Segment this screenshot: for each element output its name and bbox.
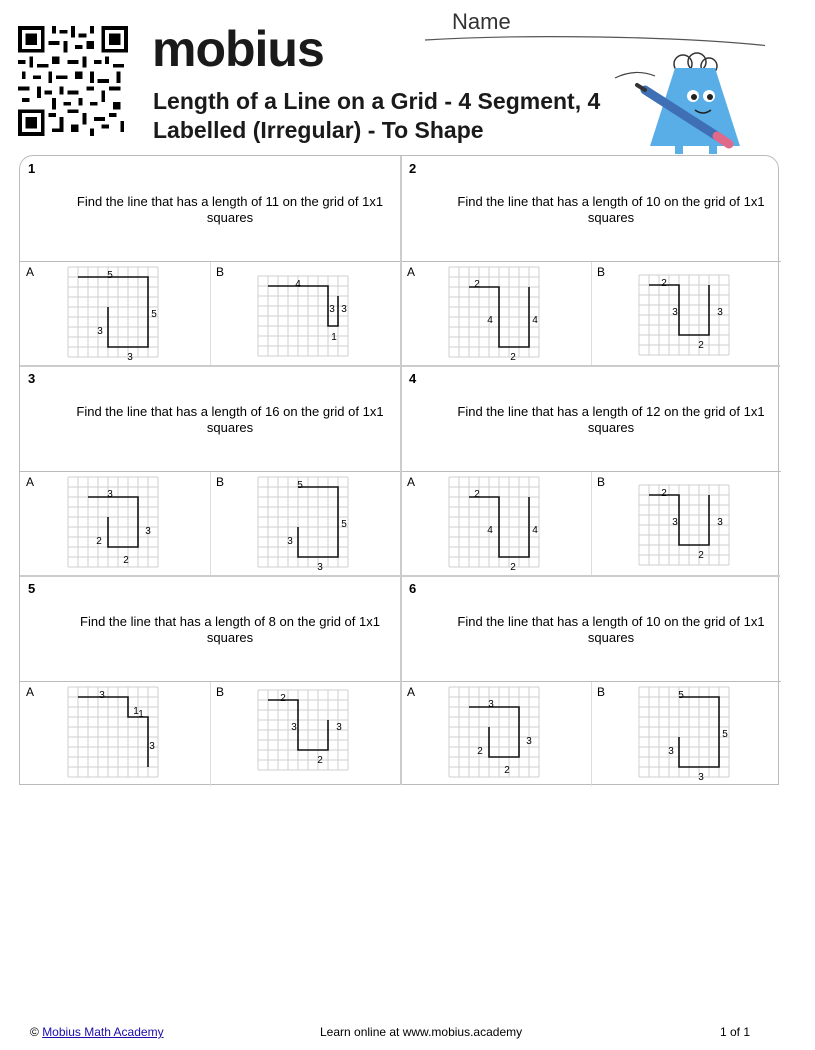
grid-figure (591, 262, 781, 366)
segment-label: 4 (295, 279, 301, 290)
option-divider (591, 262, 592, 366)
footer-learn-online: Learn online at www.mobius.academy (320, 1025, 523, 1039)
question-number: 4 (409, 371, 417, 386)
option-a[interactable] (20, 262, 210, 366)
segment-label: 3 (149, 741, 155, 752)
option-b[interactable] (210, 682, 400, 786)
segment-label: 2 (317, 755, 323, 766)
grid-lines (639, 485, 729, 565)
question-text: Find the line that has a length of 10 on the grid of 1x1 squares (457, 194, 765, 225)
question-1 (20, 156, 400, 366)
question-header (401, 366, 781, 472)
segment-label: 3 (329, 304, 335, 315)
question-number: 6 (409, 581, 417, 596)
grid-lines (68, 267, 158, 357)
segment-label: 2 (504, 765, 510, 776)
segment-label: 3 (717, 307, 723, 318)
mobius-logo (152, 21, 324, 77)
option-letter: A (26, 475, 35, 489)
question-number: 1 (28, 161, 36, 176)
question-6 (401, 576, 781, 786)
option-letter: B (216, 685, 225, 699)
segment-label: 1 (331, 332, 337, 343)
option-a[interactable] (401, 682, 591, 786)
question-header (401, 156, 781, 262)
segment-label: 2 (280, 693, 286, 704)
segment-label: 5 (341, 519, 347, 530)
line-path (649, 285, 709, 335)
mobius-academy-link[interactable]: Mobius Math Academy (42, 1025, 164, 1039)
option-letter: A (26, 265, 35, 279)
option-letter: B (597, 685, 606, 699)
option-letter: A (26, 685, 35, 699)
option-divider (210, 262, 211, 366)
segment-label: 2 (510, 562, 516, 573)
grid-figure (20, 472, 210, 576)
grid-figure (591, 682, 781, 786)
question-number: 5 (28, 581, 36, 596)
grid-figure (20, 262, 210, 366)
question-2 (401, 156, 781, 366)
segment-label: 5 (107, 270, 113, 281)
option-b[interactable] (591, 262, 781, 366)
segment-label: 3 (97, 326, 103, 337)
question-text: Find the line that has a length of 16 on the grid of 1x1 squares (76, 404, 384, 435)
question-header (20, 576, 400, 682)
segment-label: 4 (487, 525, 493, 536)
option-letter: B (597, 475, 606, 489)
segment-label: 3 (336, 722, 342, 733)
segment-label: 5 (678, 690, 684, 701)
segment-label: 5 (151, 309, 157, 320)
segment-label: 3 (698, 772, 704, 783)
row-divider (20, 575, 780, 577)
segment-label: 3 (526, 736, 532, 747)
mascot-illustration (605, 48, 745, 156)
segment-label: 3 (668, 746, 674, 757)
option-letter: A (407, 475, 416, 489)
grid-lines (449, 687, 539, 777)
segment-label: 3 (145, 526, 151, 537)
segment-label: 3 (107, 489, 113, 500)
segment-label: 2 (96, 536, 102, 547)
option-divider (210, 472, 211, 576)
line-path (268, 700, 328, 750)
segment-label: 3 (291, 722, 297, 733)
question-text: Find the line that has a length of 10 on the grid of 1x1 squares (457, 614, 765, 645)
option-divider (210, 682, 211, 786)
qr-code (16, 26, 130, 136)
grid-figure (401, 262, 591, 366)
grid-lines (639, 687, 729, 777)
grid-lines (449, 267, 539, 357)
question-header (20, 156, 400, 262)
grid-lines (258, 477, 348, 567)
line-path (649, 495, 709, 545)
question-text: Find the line that has a length of 8 on the grid of 1x1 squares (80, 614, 380, 645)
option-b[interactable] (591, 472, 781, 576)
option-letter: A (407, 265, 416, 279)
option-a[interactable] (20, 472, 210, 576)
option-letter: B (216, 475, 225, 489)
segment-label: 1 (138, 709, 144, 720)
segment-label: 2 (661, 488, 667, 499)
segment-label: 2 (661, 278, 667, 289)
question-text: Find the line that has a length of 11 on the grid of 1x1 squares (76, 194, 384, 225)
question-number: 3 (28, 371, 36, 386)
segment-label: 2 (474, 489, 480, 500)
option-letter: A (407, 685, 416, 699)
option-letter: B (216, 265, 225, 279)
grid-lines (68, 687, 158, 777)
option-divider (591, 682, 592, 786)
segment-label: 4 (487, 315, 493, 326)
footer-copyright (30, 1025, 164, 1039)
grid-figure (210, 262, 400, 366)
grid-figure (20, 682, 210, 786)
segment-label: 3 (127, 352, 133, 363)
segment-label: 2 (698, 550, 704, 561)
segment-label: 3 (717, 517, 723, 528)
question-5 (20, 576, 400, 786)
segment-label: 2 (123, 555, 129, 566)
grid-lines (68, 477, 158, 567)
name-label: Name (452, 9, 511, 34)
segment-label: 4 (532, 315, 538, 326)
segment-label: 3 (99, 690, 105, 701)
segment-label: 2 (698, 340, 704, 351)
segment-label: 5 (722, 729, 728, 740)
grid-figure (401, 472, 591, 576)
question-header (401, 576, 781, 682)
segment-label: 5 (297, 480, 303, 491)
segment-label: 3 (317, 562, 323, 573)
question-sheet (19, 155, 779, 785)
worksheet-title: Length of a Line on a Grid - 4 Segment, 4 Labelled (Irregular) - To Shape (153, 88, 601, 143)
question-4 (401, 366, 781, 576)
question-number: 2 (409, 161, 417, 176)
segment-label: 2 (510, 352, 516, 363)
segment-label: 3 (287, 536, 293, 547)
grid-figure (210, 682, 400, 786)
segment-label: 1 (133, 706, 139, 717)
segment-label: 3 (488, 699, 494, 710)
question-text: Find the line that has a length of 12 on the grid of 1x1 squares (457, 404, 765, 435)
grid-figure (591, 472, 781, 576)
logo-text: mobius (152, 21, 324, 77)
option-b[interactable] (210, 472, 400, 576)
question-header (20, 366, 400, 472)
grid-figure (210, 472, 400, 576)
grid-lines (449, 477, 539, 567)
grid-figure (401, 682, 591, 786)
copyright-symbol: © (30, 1025, 39, 1039)
question-3 (20, 366, 400, 576)
segment-label: 4 (532, 525, 538, 536)
option-b[interactable] (591, 682, 781, 786)
grid-lines (258, 690, 348, 770)
segment-label: 3 (672, 307, 678, 318)
segment-label: 2 (477, 746, 483, 757)
row-divider (20, 365, 780, 367)
column-divider (400, 156, 402, 785)
segment-label: 3 (341, 304, 347, 315)
option-a[interactable] (401, 262, 591, 366)
option-letter: B (597, 265, 606, 279)
option-a[interactable] (20, 682, 210, 786)
option-a[interactable] (401, 472, 591, 576)
grid-lines (258, 276, 348, 356)
grid-lines (639, 275, 729, 355)
option-divider (591, 472, 592, 576)
segment-label: 3 (672, 517, 678, 528)
footer-page-number: 1 of 1 (720, 1025, 751, 1039)
segment-label: 2 (474, 279, 480, 290)
option-b[interactable] (210, 262, 400, 366)
